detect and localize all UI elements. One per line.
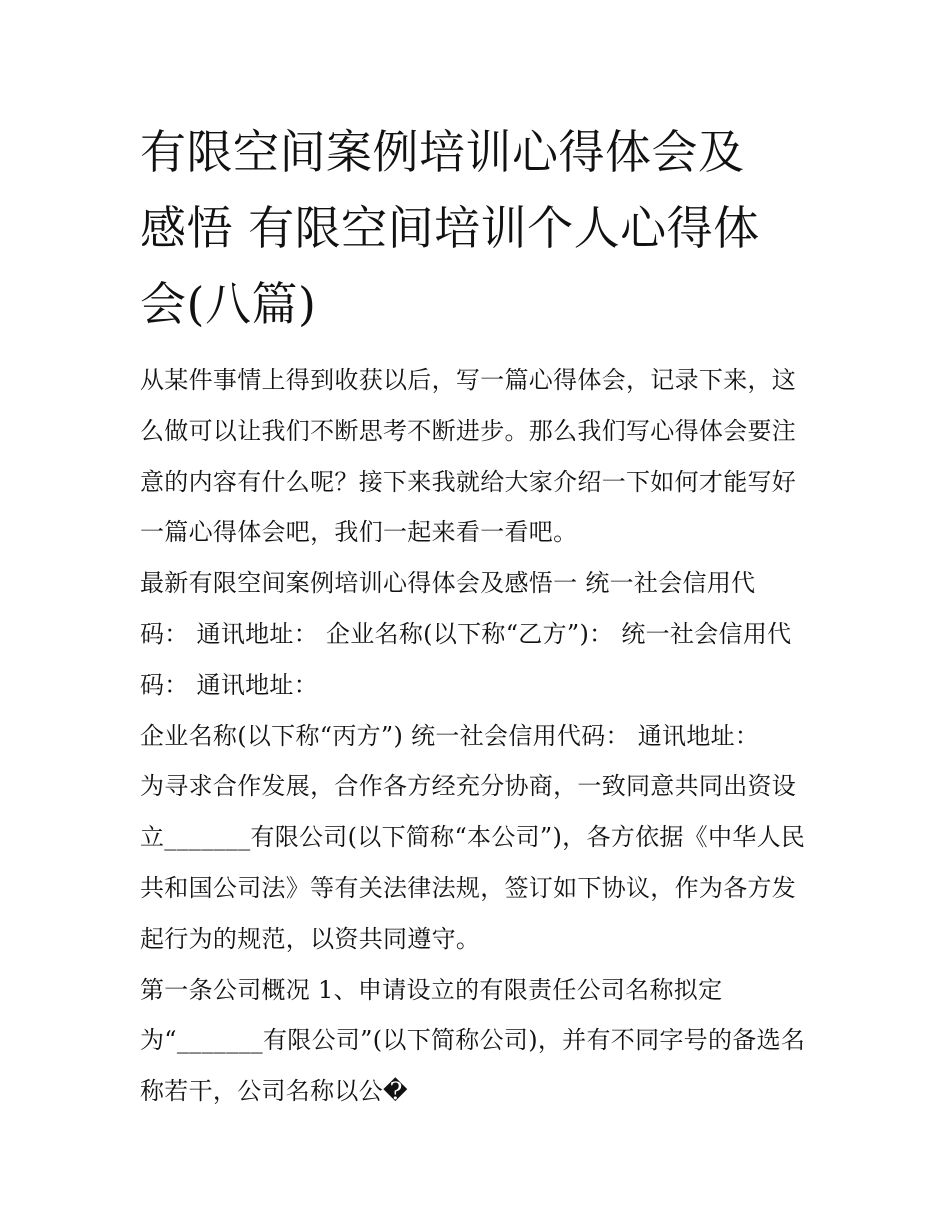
body-line: 码： 通讯地址：: [140, 670, 319, 699]
document-title: [140, 114, 820, 342]
body-line: 么做可以让我们不断思考不断进步。那么我们写心得体会要注: [140, 416, 797, 445]
title-line-1: 有限空间案例培训心得体会及: [140, 125, 745, 179]
title-line-3: 会(八篇): [140, 277, 317, 331]
body-line: 最新有限空间案例培训心得体会及感悟一 统一社会信用代: [140, 569, 756, 598]
body-line: 第一条公司概况 1、申请设立的有限责任公司名称拟定: [140, 975, 723, 1004]
body-line: 共和国公司法》等有关法律法规，签订如下协议，作为各方发: [140, 873, 797, 902]
body-line: 码： 通讯地址： 企业名称(以下称“乙方”)： 统一社会信用代: [140, 619, 792, 648]
body-line: 意的内容有什么呢？接下来我就给大家介绍一下如何才能写好: [140, 467, 797, 496]
body-line: 称若干，公司名称以公�: [140, 1077, 408, 1106]
body-line: 为寻求合作发展，合作各方经充分协商，一致同意共同出资设: [140, 772, 797, 801]
body-line: 一篇心得体会吧，我们一起来看一看吧。: [140, 518, 578, 547]
body-line: 起行为的规范，以资共同遵守。: [140, 924, 481, 953]
body-line: 立_______有限公司(以下简称“本公司”)，各方依据《中华人民: [140, 823, 806, 852]
document-body: [140, 355, 820, 1117]
title-line-2: 感悟 有限空间培训个人心得体: [140, 201, 760, 255]
body-line: 从某件事情上得到收获以后，写一篇心得体会，记录下来，这: [140, 366, 797, 394]
body-line: 企业名称(以下称“丙方”) 统一社会信用代码： 通讯地址：: [140, 721, 760, 750]
body-line: 为“_______有限公司”(以下简称公司)，并有不同字号的备选名: [140, 1026, 806, 1055]
